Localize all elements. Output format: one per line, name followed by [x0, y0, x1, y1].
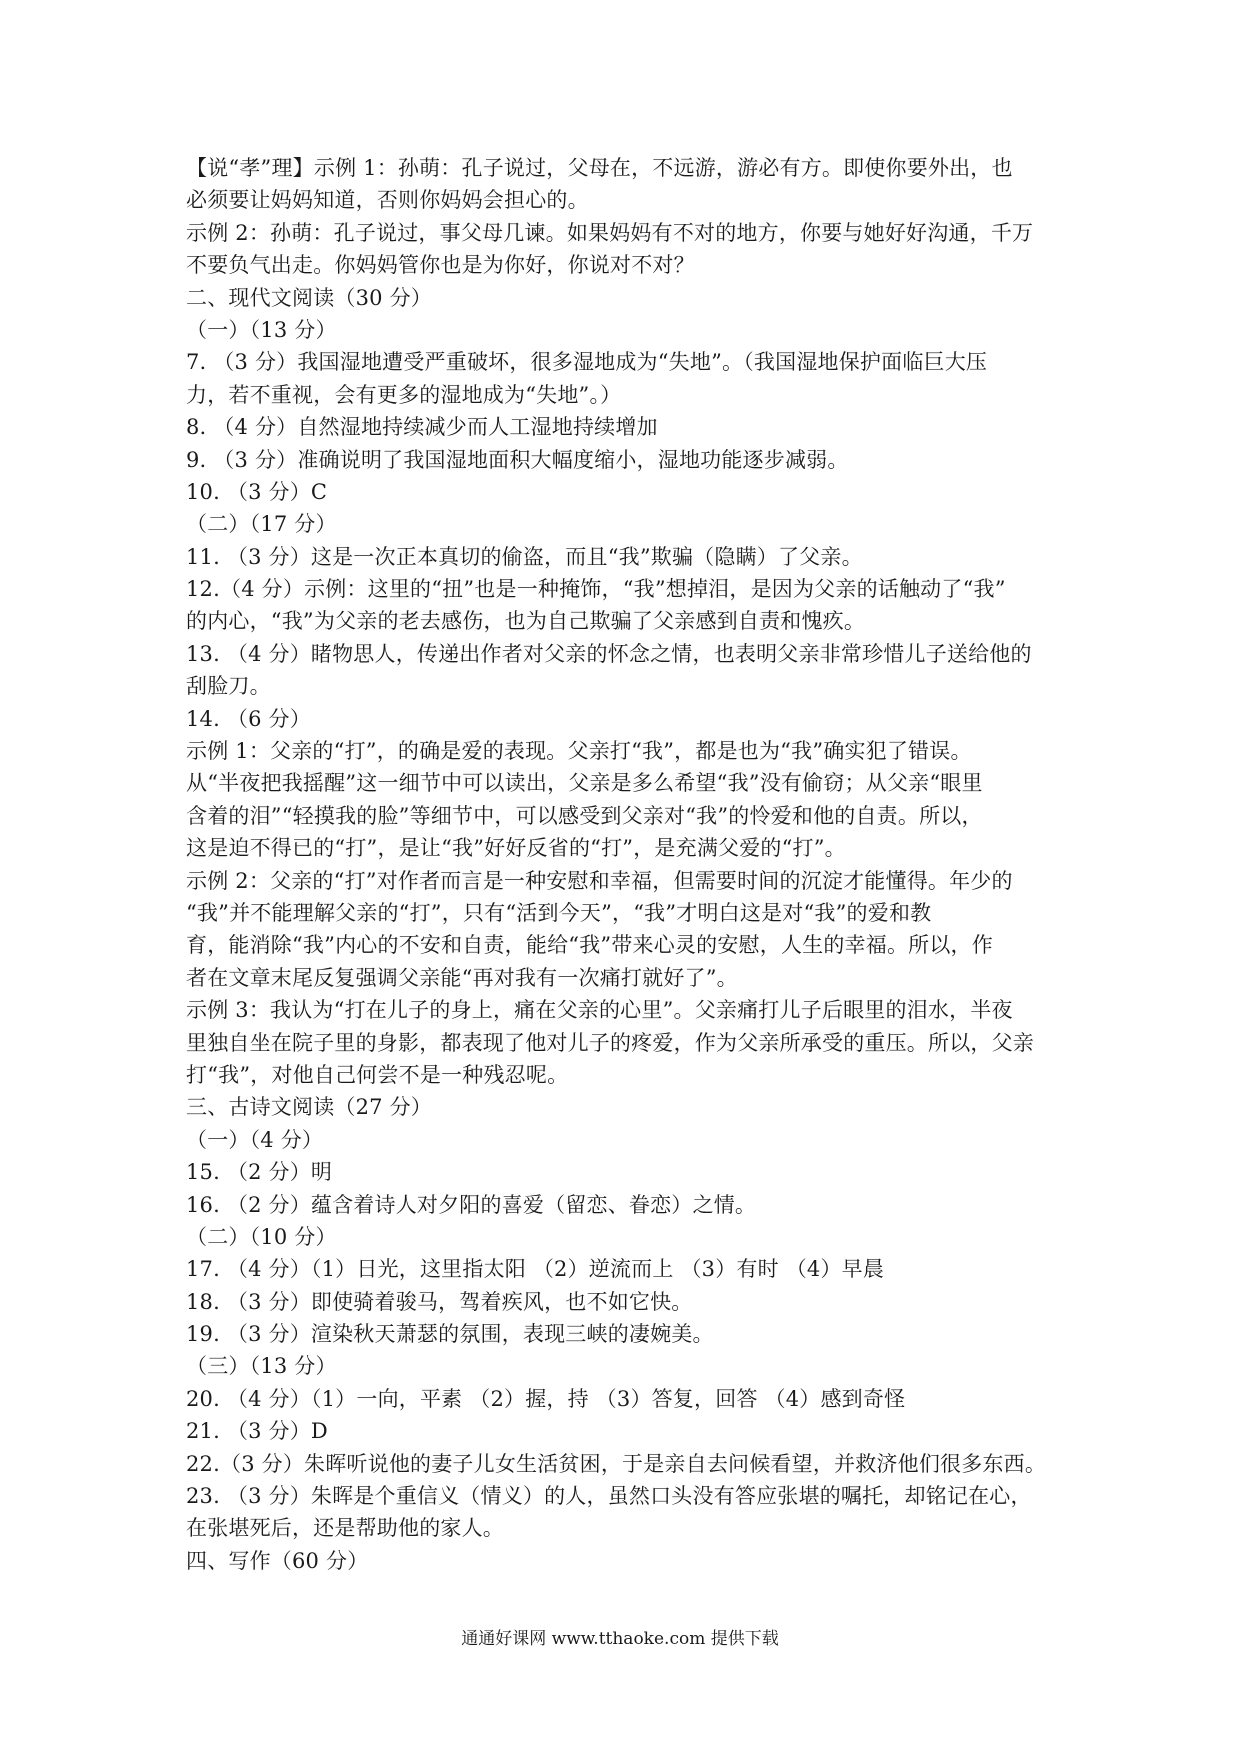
text-line: 17. （4 分）（1）日光，这里指太阳 （2）逆流而上 （3）有时 （4）早晨 — [186, 1257, 885, 1282]
text-line: 从“半夜把我摇醒”这一细节中可以读出，父亲是多么希望“我”没有偷窃；从父亲“眼里 — [186, 771, 983, 796]
text-line: 这是迫不得已的“打”，是让“我”好好反省的“打”，是充满父爱的“打”。 — [186, 836, 846, 861]
text-line: 示例 3：我认为“打在儿子的身上，痛在父亲的心里”。父亲痛打儿子后眼里的泪水，半夜 — [186, 998, 1013, 1023]
text-line: 15. （2 分）明 — [186, 1160, 333, 1185]
text-line: 示例 2：父亲的“打”对作者而言是一种安慰和幸福，但需要时间的沉淀才能懂得。年少的 — [186, 868, 1013, 893]
text-line: 21. （3 分）D — [186, 1419, 328, 1444]
text-line: 9. （3 分）准确说明了我国湿地面积大幅度缩小，湿地功能逐步减弱。 — [186, 447, 849, 472]
text-line: 13. （4 分）睹物思人，传递出作者对父亲的怀念之情，也表明父亲非常珍惜儿子送给他的 — [186, 641, 1032, 666]
text-line: 二、现代文阅读（30 分） — [186, 285, 432, 310]
text-line: 示例 1：父亲的“打”，的确是爱的表现。父亲打“我”，都是也为“我”确实犯了错误。 — [186, 739, 972, 764]
text-line: 含着的泪”“轻摸我的脸”等细节中，可以感受到父亲对“我”的怜爱和他的自责。所以， — [186, 803, 983, 828]
text-line: 22.（3 分）朱晖听说他的妻子儿女生活贫困，于是亲自去问候看望，并救济他们很多东西。 — [186, 1451, 1047, 1476]
text-line: 在张堪死后，还是帮助他的家人。 — [186, 1516, 504, 1541]
text-line: 14. （6 分） — [186, 706, 311, 731]
text-line: （二）（17 分） — [186, 512, 337, 537]
text-line: （一）（13 分） — [186, 317, 337, 342]
text-line: 12.（4 分）示例：这里的“扭”也是一种掩饰，“我”想掉泪，是因为父亲的话触动了“我” — [186, 577, 1006, 602]
text-line: （三）（13 分） — [186, 1354, 337, 1379]
document-body — [186, 152, 1066, 1577]
text-line: 力，若不重视，会有更多的湿地成为“失地”。） — [186, 382, 622, 407]
text-line: 打“我”，对他自己何尝不是一种残忍呢。 — [186, 1062, 569, 1087]
page-footer: 通通好课网 www.tthaoke.com 提供下载 — [461, 1629, 779, 1649]
text-line: 育，能消除“我”内心的不安和自责，能给“我”带来心灵的安慰，人生的幸福。所以，作 — [186, 933, 993, 958]
text-line: 18. （3 分）即使骑着骏马，驾着疾风，也不如它快。 — [186, 1289, 693, 1314]
text-line: 19. （3 分）渲染秋天萧瑟的氛围，表现三峡的凄婉美。 — [186, 1322, 714, 1347]
text-line: （二）（10 分） — [186, 1224, 337, 1249]
text-line: 23. （3 分）朱晖是个重信义（情义）的人，虽然口头没有答应张堪的嘱托，却铭记在心， — [186, 1484, 1032, 1509]
text-line: 7. （3 分）我国湿地遭受严重破坏，很多湿地成为“失地”。（我国湿地保护面临巨大压 — [186, 350, 988, 375]
text-line: 的内心，“我”为父亲的老去感伤，也为自己欺骗了父亲感到自责和愧疚。 — [186, 609, 866, 634]
text-line: 者在文章末尾反复强调父亲能“再对我有一次痛打就好了”。 — [186, 965, 738, 990]
text-line: 三、古诗文阅读（27 分） — [186, 1095, 432, 1120]
text-line: 20. （4 分）（1）一向，平素 （2）握，持 （3）答复，回答 （4）感到奇怪 — [186, 1386, 906, 1411]
text-line: 不要负气出走。你妈妈管你也是为你好，你说对不对？ — [186, 253, 695, 278]
text-line: “我”并不能理解父亲的“打”，只有“活到今天”，“我”才明白这是对“我”的爱和教 — [186, 900, 932, 925]
text-line: （一）（4 分） — [186, 1127, 324, 1152]
text-line: 8. （4 分）自然湿地持续减少而人工湿地持续增加 — [186, 415, 658, 440]
text-line: 里独自坐在院子里的身影，都表现了他对儿子的疼爱，作为父亲所承受的重压。所以，父亲 — [186, 1030, 1034, 1055]
text-line: 10. （3 分）C — [186, 479, 328, 504]
text-line: 16. （2 分）蕴含着诗人对夕阳的喜爱（留恋、眷恋）之情。 — [186, 1192, 757, 1217]
text-line: 四、写作（60 分） — [186, 1548, 369, 1573]
text-line: 必须要让妈妈知道，否则你妈妈会担心的。 — [186, 188, 589, 213]
text-line: 刮脸刀。 — [186, 674, 271, 699]
text-line: 示例 2：孙萌：孔子说过，事父母几谏。如果妈妈有不对的地方，你要与她好好沟通，千万 — [186, 220, 1034, 245]
text-line: 【说“孝”理】示例 1：孙萌：孔子说过，父母在，不远游，游必有方。即使你要外出，也 — [186, 156, 1013, 180]
text-line: 11. （3 分）这是一次正本真切的偷盗，而且“我”欺骗（隐瞒）了父亲。 — [186, 544, 863, 569]
